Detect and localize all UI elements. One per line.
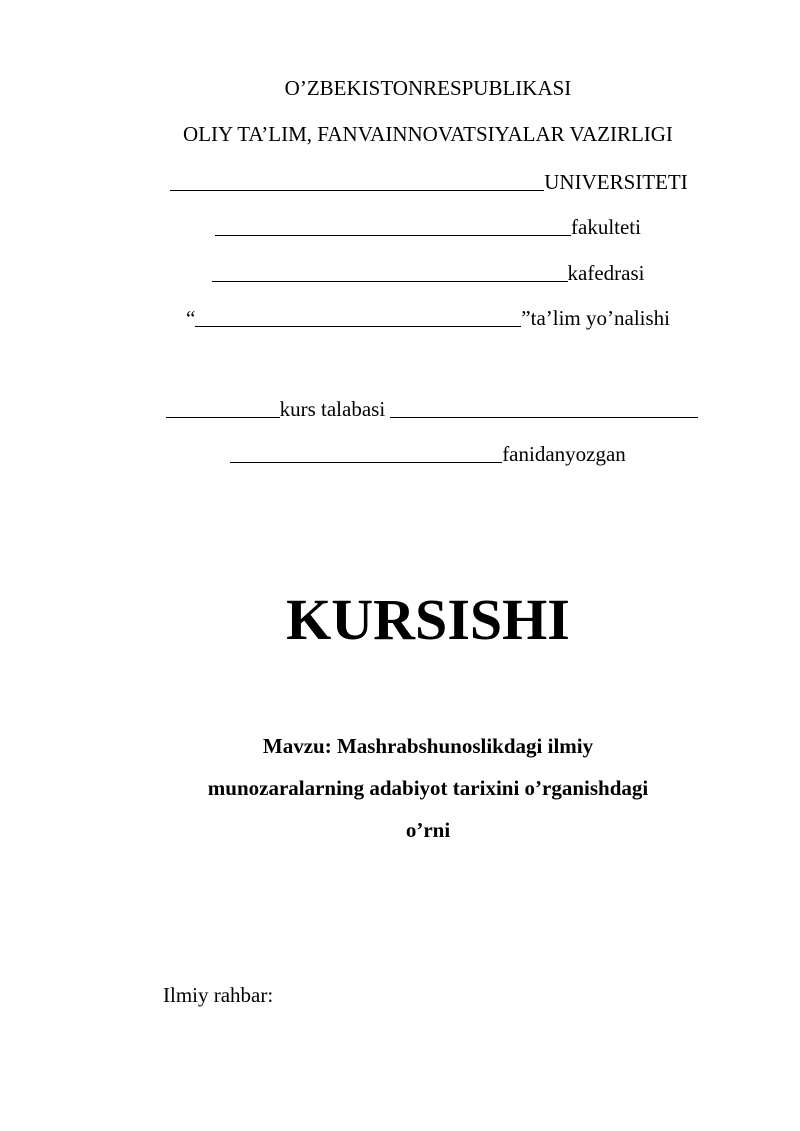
university-line — [0, 168, 800, 195]
faculty-suffix: fakulteti — [571, 215, 641, 240]
course-blank — [166, 395, 280, 418]
direction-blank — [195, 304, 521, 327]
department-blank — [212, 259, 568, 282]
country-line — [0, 76, 800, 101]
document-type-title: KURSISHI — [286, 587, 570, 652]
department-suffix: kafedrasi — [567, 261, 645, 286]
student-name-blank — [390, 395, 698, 418]
faculty-blank — [215, 213, 571, 236]
topic-line-2: munozaralarning adabiyot tarixini o’rganishdagi — [207, 776, 649, 800]
topic-line-1: Mavzu: Mashrabshunoslikdagi ilmiy — [262, 734, 594, 758]
course-label: kurs talabasi — [279, 397, 391, 422]
topic-line-3: o’rni — [405, 818, 451, 842]
subject-blank — [230, 440, 502, 463]
subject-line — [0, 440, 800, 467]
direction-suffix: ”ta’lim yo’nalishi — [521, 306, 671, 331]
department-line — [0, 259, 800, 286]
ministry-line — [0, 122, 800, 147]
supervisor-label: Ilmiy rahbar: — [163, 983, 274, 1007]
direction-open-quote: “ — [185, 306, 196, 331]
faculty-line — [0, 213, 800, 240]
university-blank — [170, 168, 544, 191]
subject-suffix: fanidanyozgan — [502, 442, 626, 467]
university-suffix: UNIVERSITETI — [544, 170, 688, 195]
student-line — [0, 395, 800, 422]
direction-line — [0, 304, 800, 331]
ministry-name: OLIY TA’LIM, FANVAINNOVATSIYALAR VAZIRLIGI — [183, 122, 673, 146]
country-name: O’ZBEKISTONRESPUBLIKASI — [284, 76, 572, 100]
